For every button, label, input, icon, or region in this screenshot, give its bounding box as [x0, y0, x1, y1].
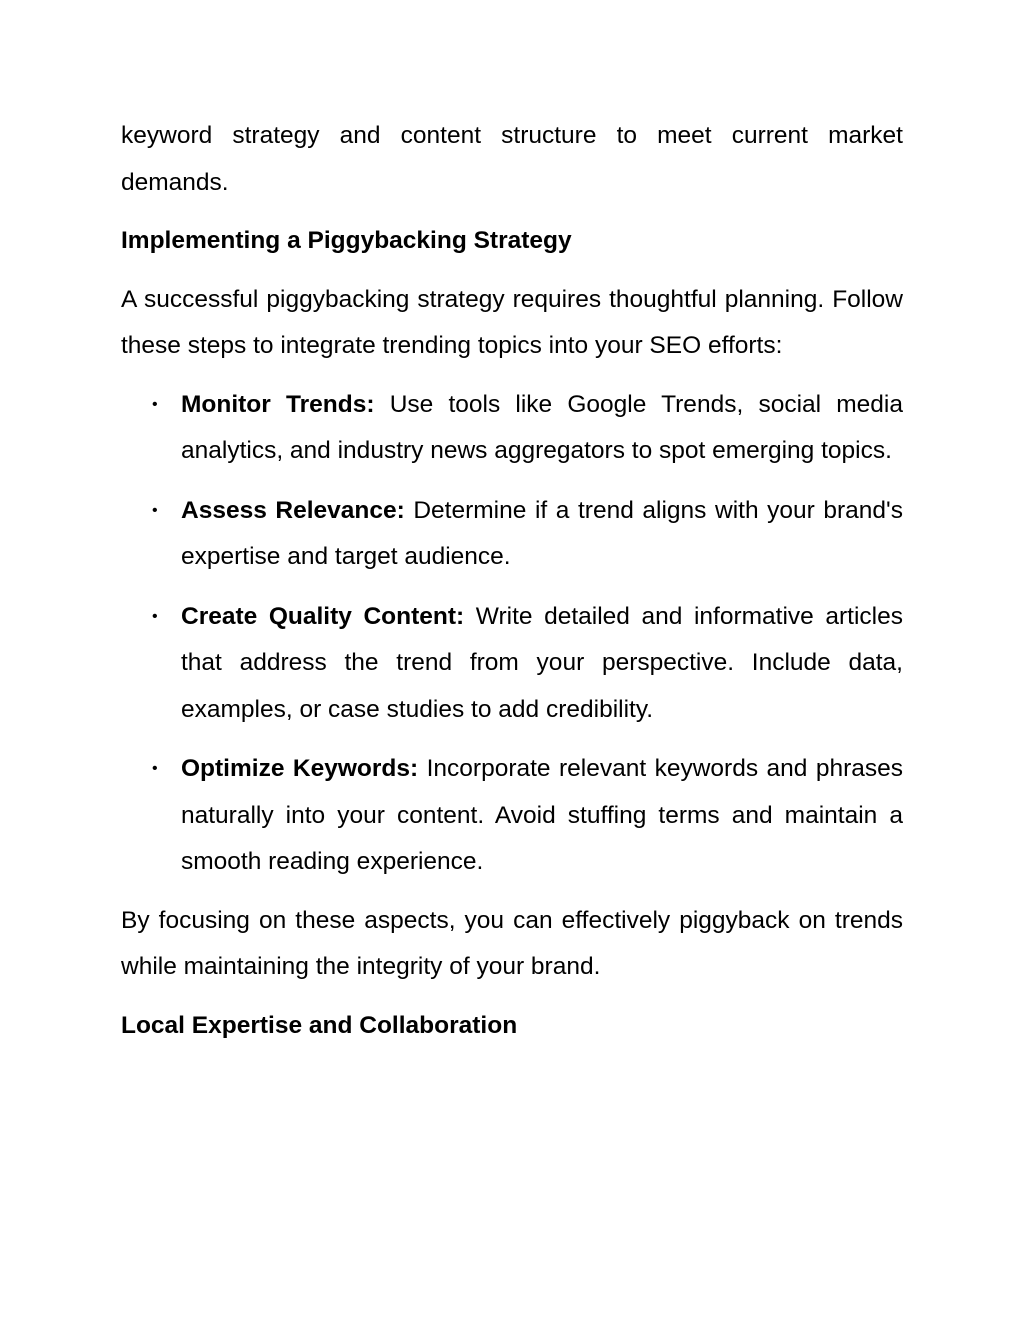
- bullet-icon: •: [152, 395, 158, 413]
- step-text: Write detailed and informative articles that address the trend from your perspective. Include data, examples, or case studies to add credibility.: [181, 602, 903, 723]
- step-term: Optimize Keywords:: [181, 755, 427, 782]
- list-item: [121, 594, 903, 734]
- lead-paragraph: A successful piggybacking strategy requires thoughtful planning. Follow these steps to integrate trending topics into your SEO efforts:: [121, 285, 903, 359]
- bullet-icon: •: [152, 760, 158, 777]
- step-term: Assess Relevance:: [181, 496, 414, 524]
- closing-paragraph: By focusing on these aspects, you can effectively piggyback on trends while maintaining the integrity of your brand.: [121, 906, 903, 980]
- step-text: Determine if a trend aligns with your brand's expertise and target audience.: [181, 496, 903, 570]
- list-item: [121, 488, 903, 581]
- bullet-icon: •: [152, 501, 158, 519]
- step-term: Create Quality Content:: [181, 602, 476, 630]
- step-text: Use tools like Google Trends, social media analytics, and industry news aggregators to spot emerging topics.: [181, 390, 903, 464]
- document-page: [121, 113, 903, 1049]
- section-heading-local-expertise: Local Expertise and Collaboration: [121, 1011, 518, 1039]
- section-heading-implementing: Implementing a Piggybacking Strategy: [121, 227, 572, 254]
- steps-list: [121, 382, 903, 886]
- bullet-icon: •: [152, 607, 158, 625]
- list-item: [121, 746, 903, 886]
- list-item: [121, 382, 903, 475]
- intro-paragraph: keyword strategy and content structure to meet current market demands.: [121, 122, 903, 196]
- step-term: Monitor Trends:: [181, 390, 390, 418]
- step-text: Incorporate relevant keywords and phrases naturally into your content. Avoid stuffing terms and maintain a smooth reading experience.: [181, 755, 904, 875]
